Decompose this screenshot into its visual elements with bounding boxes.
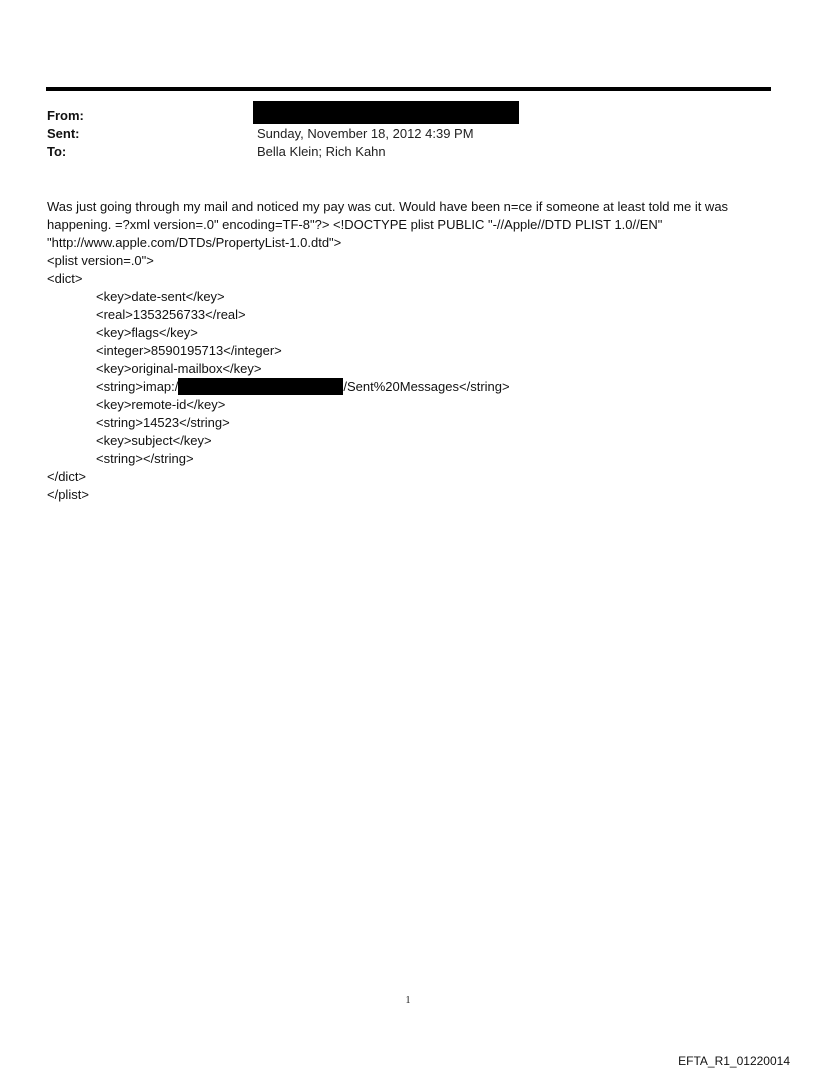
from-redaction: [253, 101, 519, 124]
key-subject: <key>subject</key>: [96, 433, 212, 448]
dict-close: </dict>: [47, 469, 87, 484]
key-original-mailbox: <key>original-mailbox</key>: [96, 361, 262, 376]
sent-label: Sent:: [47, 126, 80, 141]
header-rule: [46, 87, 771, 91]
sent-value: Sunday, November 18, 2012 4:39 PM: [257, 126, 474, 141]
real-value: <real>1353256733</real>: [96, 307, 246, 322]
key-flags: <key>flags</key>: [96, 325, 198, 340]
plist-open: <plist version=.0">: [47, 253, 154, 268]
key-remote-id: <key>remote-id</key>: [96, 397, 226, 412]
string-subject: <string></string>: [96, 451, 194, 466]
string-remote-id: <string>14523</string>: [96, 415, 230, 430]
to-label: To:: [47, 144, 67, 159]
document-id: EFTA_R1_01220014: [678, 1054, 790, 1068]
from-label: From:: [47, 108, 84, 123]
plist-close: </plist>: [47, 487, 89, 502]
page-number: 1: [405, 995, 411, 1006]
dict-open: <dict>: [47, 271, 83, 286]
integer-value: <integer>8590195713</integer>: [96, 343, 282, 358]
imap-suffix: /Sent%20Messages</string>: [343, 379, 510, 394]
body-paragraph: Was just going through my mail and noticed my pay was cut. Would have been n=ce if someone at least told me it was happening. =?xml version=.0" encoding=TF-8"?> <!DOCTYPE plist PUBLIC "-//Apple//DTD PLIST 1.0//EN" "http://www.apple.com/DTDs/PropertyList-1.0.dtd">: [47, 199, 729, 250]
imap-redaction: [178, 378, 343, 395]
to-value: Bella Klein; Rich Kahn: [257, 144, 386, 159]
key-date-sent: <key>date-sent</key>: [96, 289, 225, 304]
imap-prefix: <string>imap:/: [96, 379, 179, 394]
email-body: [47, 198, 772, 504]
string-imap: [47, 378, 772, 396]
